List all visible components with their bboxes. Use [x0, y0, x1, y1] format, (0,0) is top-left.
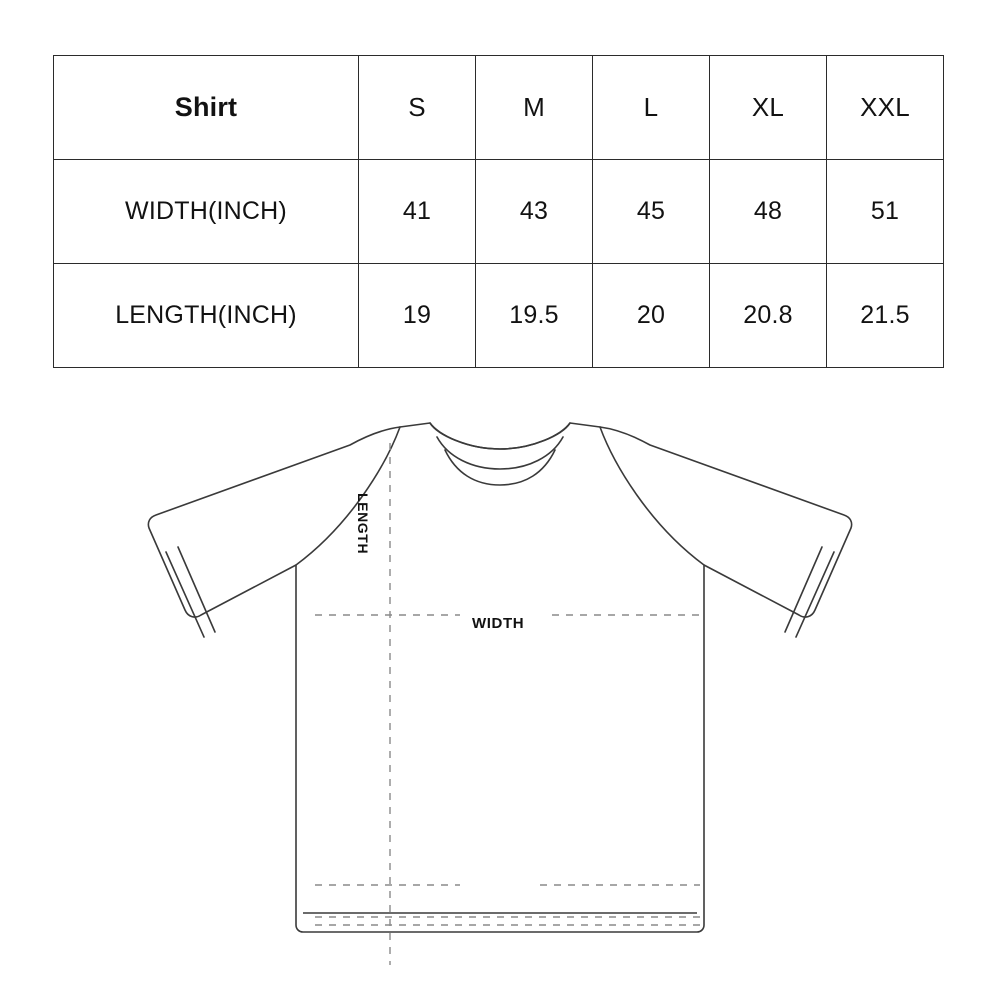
cell-length-xxl: 21.5	[827, 264, 944, 368]
cell-length-m: 19.5	[476, 264, 593, 368]
table-header-shirt: Shirt	[54, 56, 359, 160]
cell-width-l: 45	[593, 160, 710, 264]
cell-width-xl: 48	[710, 160, 827, 264]
cell-length-xl: 20.8	[710, 264, 827, 368]
cell-width-xxl: 51	[827, 160, 944, 264]
table-row	[54, 264, 944, 368]
measurement-guides	[315, 443, 700, 965]
shirt-measurement-diagram	[100, 405, 900, 985]
table-header-l: L	[593, 56, 710, 160]
table-header-xl: XL	[710, 56, 827, 160]
table-header-xxl: XXL	[827, 56, 944, 160]
cell-width-s: 41	[359, 160, 476, 264]
cell-length-l: 20	[593, 264, 710, 368]
row-label-length: LENGTH(INCH)	[54, 264, 359, 368]
table-header-row	[54, 56, 944, 160]
length-measurement-label: LENGTH	[355, 493, 371, 555]
table-header-s: S	[359, 56, 476, 160]
width-measurement-label: WIDTH	[472, 615, 525, 632]
table-row	[54, 160, 944, 264]
tshirt-outline-icon	[100, 405, 900, 985]
size-chart-table-container	[53, 55, 943, 368]
cell-width-m: 43	[476, 160, 593, 264]
size-chart-table	[53, 55, 944, 368]
cell-length-s: 19	[359, 264, 476, 368]
table-header-m: M	[476, 56, 593, 160]
row-label-width: WIDTH(INCH)	[54, 160, 359, 264]
